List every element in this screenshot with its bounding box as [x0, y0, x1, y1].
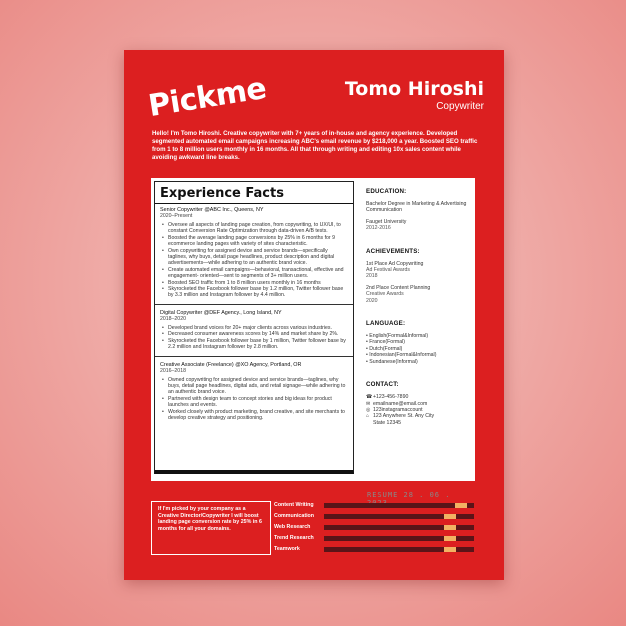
job-dates: 2020–Present: [160, 213, 193, 219]
achievement-org: Creative Awards: [366, 291, 404, 298]
skill-bar: [324, 536, 474, 541]
language-item: • France(Formal): [366, 339, 406, 346]
section-heading: EDUCATION:: [366, 188, 407, 195]
skill-label: Teamwork: [274, 546, 300, 552]
job-entry: [160, 310, 348, 351]
achievement-title: 2nd Place Content Planning: [366, 284, 431, 291]
skill-level-marker: [444, 525, 456, 530]
achievement-year: 2018: [366, 273, 378, 280]
language-item: • Dutch(Formal): [366, 345, 403, 352]
job-bullet: • Worked closely with product marketing, brand creative, and site merchants to develop creative strategy and positioning.: [168, 409, 348, 422]
candidate-role: Copywriter: [436, 101, 484, 112]
skill-level-marker: [444, 547, 456, 552]
content-panel: [151, 178, 475, 499]
job-title: Senior Copywriter @ABC Inc., Queens, NY: [160, 207, 264, 213]
job-title: Digital Copywriter @DEF Agency., Long Island, NY: [160, 309, 282, 316]
skill-bar: [324, 525, 474, 530]
phone-icon: ☎: [366, 394, 373, 401]
contact-email[interactable]: ✉ emailname@email.com: [366, 400, 428, 407]
skill-label: Web Research: [274, 524, 311, 530]
contact-phone: ☎ +123-456-7890: [366, 394, 409, 401]
achievements-section: [366, 248, 470, 304]
skill-level-marker: [444, 536, 456, 541]
education-section: [366, 188, 470, 232]
candidate-name: Tomo Hiroshi: [344, 78, 484, 100]
skill-label: Trend Research: [274, 535, 314, 541]
language-item: • Indonesian(Formal&Informal): [366, 352, 437, 359]
instagram-icon: ◎: [366, 406, 371, 413]
sidebar: [366, 188, 470, 442]
job-entry: [160, 207, 348, 299]
skill-row: [274, 535, 480, 546]
job-bullet: • Owned copywriting for assigned device and service brands—taglines, why buys, detail page headlines, digital ads, and retail signage—while adhering to an authentic brand voice.: [168, 377, 348, 396]
contact-address-2: State 12345: [373, 419, 401, 426]
skill-row: [274, 513, 480, 524]
skill-bar: [324, 547, 474, 552]
skill-label: Content Writing: [274, 502, 314, 508]
experience-box: [154, 181, 354, 474]
location-icon: ⌂: [366, 413, 370, 420]
experience-title: Experience Facts: [155, 186, 353, 204]
section-heading: LANGUAGE:: [366, 320, 406, 328]
job-bullet: • Boosted SEO traffic from 1 to 8 million users monthly in 16 months: [168, 280, 348, 286]
divider: [155, 356, 353, 357]
achievement-year: 2020: [366, 297, 378, 304]
education-degree: Bachelor Degree in Marketing & Advertising Communication: [366, 201, 467, 214]
resume-sheet: [124, 50, 504, 580]
language-section: [366, 320, 470, 365]
skills-chart: [274, 502, 480, 557]
job-entry: [160, 362, 348, 422]
language-item: • Sundanese(Informal): [366, 358, 418, 365]
logo: Pickme: [145, 70, 269, 125]
intro-paragraph: Hello! I'm Tomo Hiroshi. Creative copywriter with 7+ years of in-house and agency experience. Developed segmented automated email campaigns increasing ABC's email revenue by $218,000 a year. Boosted SEO traffic from 1 to 8 million users monthly in 16 months. All that through writing and editing 10x sales content while avoiding awkward line breaks.: [152, 130, 478, 161]
job-dates: 2018–2020: [160, 315, 186, 322]
achievement-title: 1st Place Ad Copywriting: [366, 260, 424, 267]
skill-level-marker: [455, 503, 467, 508]
job-bullet: • Oversee all aspects of landing page creation, from copywriting, to UX/UI, to constant Conversion Rate Optimization through data-driven A/B tests.: [168, 222, 348, 235]
pitch-box: If I'm picked by your company as a Creative Director/Copywriter I will boost landing page conversion rate by 25% in 6 months for all your domains.: [151, 501, 271, 555]
skill-row: [274, 546, 480, 557]
skill-level-marker: [444, 514, 456, 519]
contact-social[interactable]: ◎ 123instagramaccount: [366, 406, 423, 413]
job-bullet: • Skyrocketed the Facebook follower base by 1 million, Twitter follower base by 2.2 million and Instagram follower by 2.8 million.: [168, 338, 348, 351]
mail-icon: ✉: [366, 400, 371, 407]
job-bullet: • Own copywriting for assigned device and service brands—specifically taglines, why buys, detail page headlines, product description and digital advertisements—while adhering to an authentic brand voice.: [168, 248, 348, 267]
contact-section: [366, 381, 470, 426]
job-bullet: • Partnered with design team to concept stories and big ideas for product launches and events.: [168, 396, 348, 409]
skill-row: [274, 502, 480, 513]
job-bullet: • Create automated email campaigns—behavioral, transactional, effective and engagement- oriented—sent to segments of 3+ million users.: [168, 267, 348, 280]
skill-row: [274, 524, 480, 535]
job-bullet: • Developed brand voices for 20+ major clients across various industries.: [168, 325, 348, 331]
job-dates: 2016–2018: [160, 367, 186, 374]
header: [345, 78, 484, 112]
job-title: Creative Associate (Freelance) @XO Agency, Portland, OR: [160, 361, 302, 368]
skill-bar: [324, 503, 474, 508]
job-bullet: • Decreased consumer awareness scores by 14% and market share by 2%.: [168, 331, 348, 337]
education-years: 2012-2016: [366, 225, 391, 232]
skill-label: Communication: [274, 513, 315, 519]
language-item: • English(Formal&Informal): [366, 333, 429, 340]
achievement-org: Ad Festival Awards: [366, 267, 411, 274]
education-school: Fauget University: [366, 218, 407, 225]
job-bullet: • Skyrocketed the Facebook follower base by 1.2 million, Twitter follower base by 3.3 million and Instagram follower by 4.4 million.: [168, 286, 348, 299]
section-heading: CONTACT:: [366, 381, 399, 389]
divider: [155, 304, 353, 305]
resume-date: RESUME 28 . 06 .: [367, 491, 451, 499]
skill-bar: [324, 514, 474, 519]
section-heading: ACHIEVEMENTS:: [366, 247, 420, 255]
contact-address: ⌂ 123 Anywhere St. Any City: [366, 413, 435, 420]
job-bullet: • Boosted the average landing page conversions by 25% in 6 months for 9 ecommerce landing pages with variety of sites characteristic.: [168, 235, 348, 248]
